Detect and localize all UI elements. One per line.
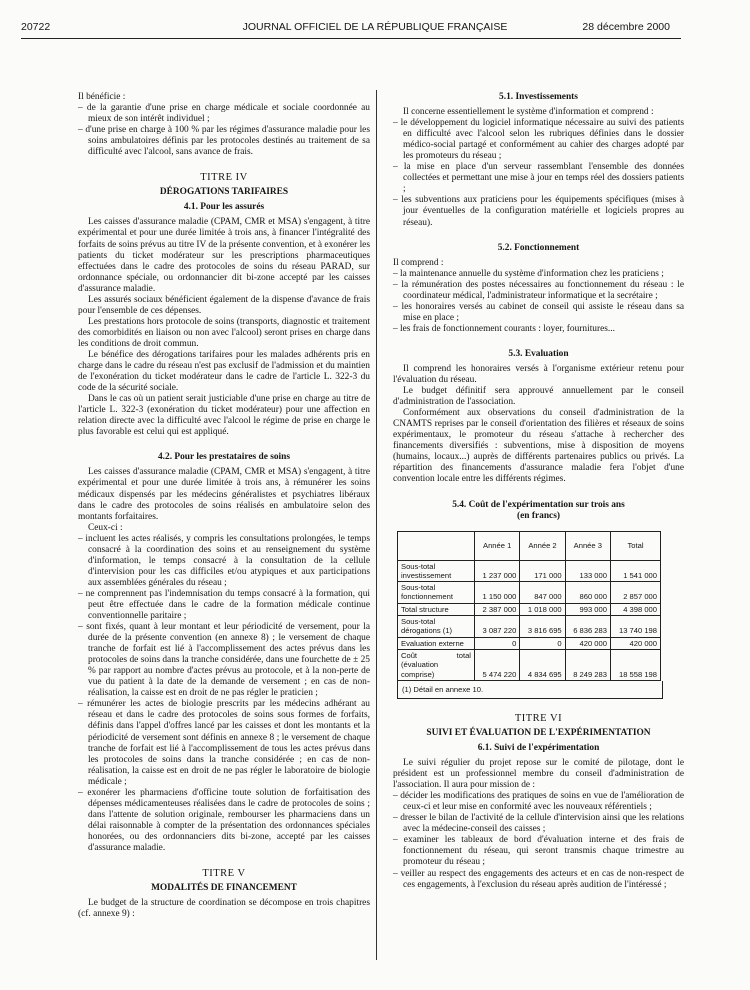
- table-cell: 171 000: [520, 560, 565, 582]
- table-cell: 3 816 695: [520, 616, 565, 638]
- table-cell: 18 558 198: [610, 649, 660, 680]
- list-item: – d'une prise en charge à 100 % par les régimes d'assurance maladie pour les soins ambulatoires définis par les protocoles destinés au traitement de sa difficulté avec l'alcool, sans avance de frais.: [78, 125, 370, 158]
- paragraph: Dans le cas où un patient serait justiciable d'une prise en charge au titre de l'article L. 322-3 (exonération du ticket modérateur) pour une affection en relation directe avec la difficulté avec l'alcool le régime de prise en charge le plus favorable est celui qui est appliqué.: [78, 394, 370, 438]
- section-5-4-heading: 5.4. Coût de l'expérimentation sur trois ans: [452, 499, 625, 510]
- list-item: – de la garantie d'une prise en charge médicale et sociale coordonnée au mieux de son intérêt individuel ;: [78, 103, 370, 125]
- list-item: – veiller au respect des engagements des acteurs et en cas de non-respect de ces engagements, à l'exclusion du réseau après audition de l'intéressé ;: [393, 868, 684, 890]
- table-row: [398, 560, 661, 582]
- table-cell: 1 237 000: [475, 560, 520, 582]
- table-cell: 5 474 220: [475, 649, 520, 680]
- section-5-2-heading: 5.2. Fonctionnement: [497, 242, 580, 253]
- table-cell: 2 387 000: [475, 603, 520, 615]
- table-cell: 4 398 000: [610, 603, 660, 615]
- journal-title: JOURNAL OFFICIEL DE LA RÉPUBLIQUE FRANÇAISE: [242, 21, 508, 33]
- section-6-1-heading: 6.1. Suivi de l'expérimentation: [477, 743, 600, 753]
- table-row: [398, 603, 661, 615]
- section-5-3-heading: 5.3. Evaluation: [508, 348, 569, 359]
- left-column: [78, 92, 370, 920]
- paragraph: Le budget définitif sera approuvé annuellement par le conseil d'administration de l'association.: [393, 386, 684, 408]
- table-cell: 4 834 695: [520, 649, 565, 680]
- list-item: – le développement du logiciel informatique nécessaire au suivi des patients en difficulté avec l'alcool selon les rubriques définies dans le dossier médico-social partagé et conformément au cahier des charges adopté par les promoteurs du réseau ;: [393, 118, 684, 162]
- titre-iv-heading: DÉROGATIONS TARIFAIRES: [159, 187, 289, 198]
- list-item: – dresser le bilan de l'activité de la cellule d'intervision ainsi que les relations avec la médecine-conseil des caisses ;: [393, 813, 684, 835]
- table-cell: 420 000: [565, 637, 610, 649]
- paragraph: Les caisses d'assurance maladie (CPAM, CMR et MSA) s'engagent, à titre expérimental et pour une durée limitée à trois ans, à rémunérer les soins médicaux dispensés par les médecins généralistes et psychiatres libéraux dans le cadre des protocoles de soins réalisés en ambulatoire selon des montants forfaitaires.: [78, 467, 370, 522]
- section-4-2-heading: 4.2. Pour les prestataires de soins: [157, 452, 291, 463]
- paragraph: Les assurés sociaux bénéficient également de la dispense d'avance de frais pour l'ensemble de ces dépenses.: [78, 294, 370, 316]
- header-rule: [21, 38, 681, 39]
- list-item: – la rémunération des postes nécessaires au fonctionnement du réseau : le coordinateur médical, l'administrateur informatique et la secrétaire ;: [393, 279, 684, 301]
- row-label: Sous-total fonctionnement: [398, 582, 475, 604]
- section-4-1-heading: 4.1. Pour les assurés: [183, 202, 265, 213]
- list-item: – examiner les tableaux de bord d'évaluation interne et des frais de fonctionnement du réseau, qui seront transmis chaque trimestre au promoteur du réseau ;: [393, 835, 684, 868]
- paragraph: Il comprend les honoraires versés à l'organisme extérieur retenu pour l'évaluation du réseau.: [393, 363, 684, 386]
- table-header-cell: Année 1: [475, 531, 520, 560]
- titre-vi: TITRE VI: [514, 712, 563, 724]
- table-cell: 2 857 000: [610, 582, 660, 604]
- table-cell: 1 150 000: [475, 582, 520, 604]
- table-header-row: [398, 531, 661, 560]
- paragraph: Ceux-ci :: [88, 522, 123, 533]
- table-header-cell: Année 3: [565, 531, 610, 560]
- list-item: – incluent les actes réalisés, y compris les consultations prolongées, le temps consacré à la coordination des soins et au renseignement du système d'information, le temps consacré à la consultation de la cellule d'intervision pour les cas difficiles et/ou atypiques et aux participations aux assemblées générales du réseau ;: [78, 533, 370, 588]
- issue-date: 28 décembre 2000: [582, 21, 670, 33]
- table-cell: 133 000: [565, 560, 610, 582]
- titre-vi-heading: SUIVI ET ÉVALUATION DE L'EXPÉRIMENTATION: [426, 727, 651, 738]
- paragraph: Les prestations hors protocole de soins (transports, diagnostic et traitement des comorbidités en liaison ou non avec l'alcool) seront prises en charge dans les conditions de droit commun.: [78, 316, 370, 349]
- row-label: Sous-total dérogations (1): [398, 616, 475, 638]
- paragraph: Le suivi régulier du projet repose sur le comité de pilotage, dont le président est un professionnel membre du conseil d'administration de l'association. Il aura pour mission de :: [393, 758, 684, 791]
- list-item: – exonérer les pharmaciens d'officine toute solution de forfaitisation des dépenses médicamenteuses réalisées dans le cadre de protocoles de soins ; dans l'attente de solution originale, rembourser les pharmaciens dans un délai raisonnable à compter de la présentation des ordonnances spéciales honorées, ou des ordonnanciers dits bi-zone, accepté par les caisses d'assurance maladie.: [78, 787, 370, 853]
- table-cell: 3 087 220: [475, 616, 520, 638]
- row-label: Evaluation externe: [398, 637, 475, 649]
- table-cell: 847 000: [520, 582, 565, 604]
- table-cell: 0: [520, 637, 565, 649]
- cost-table: [397, 531, 661, 681]
- list-item: – les honoraires versés au cabinet de conseil qui assiste le réseau dans sa mise en place ;: [393, 301, 684, 323]
- right-column: [393, 92, 684, 891]
- section-5-4-unit: (en francs): [517, 510, 560, 521]
- paragraph: Les caisses d'assurance maladie (CPAM, CMR et MSA) s'engagent, à titre expérimental et pour une durée limitée à trois ans, à financer l'intégralité des forfaits de soins prévus au titre IV de la présente convention, et à exonérer les patients du ticket modérateur sur les prescriptions pharmaceutiques effectuées dans le cadre des protocoles de soins du réseau PARAD, sur ordonnance spéciale, ou ordonnancier dit bi-zone accepté par les caisses d'assurance maladie.: [78, 217, 370, 294]
- titre-v: TITRE V: [202, 868, 246, 880]
- page-header: [0, 21, 750, 37]
- row-label: Coût total (évaluation comprise): [398, 649, 475, 680]
- list-item: – les frais de fonctionnement courants : loyer, fournitures...: [393, 323, 615, 334]
- table-cell: 860 000: [565, 582, 610, 604]
- section-5-1-heading: 5.1. Investissements: [499, 92, 578, 102]
- table-header-cell: Total: [610, 531, 660, 560]
- list-item: – ne comprennent pas l'indemnisation du temps consacré à la formation, qui peut être effectuée dans le cadre de la formation médicale continue conventionnelle paritaire ;: [78, 588, 370, 622]
- list-item: – la maintenance annuelle du système d'information chez les praticiens ;: [393, 268, 664, 279]
- paragraph: Le bénéfice des dérogations tarifaires pour les malades adhérents pris en charge dans le cadre du réseau n'est pas exclusif de l'admission et du maintien de l'exonération du ticket modérateur dans le cadre de l'article L. 322-3 du code de la sécurité sociale.: [78, 349, 370, 394]
- table-cell: 1 018 000: [520, 603, 565, 615]
- paragraph: Le budget de la structure de coordination se décompose en trois chapitres (cf. annexe 9) :: [78, 898, 370, 920]
- list-item: – rémunérer les actes de biologie prescrits par les médecins adhérant au réseau et dans le cadre des protocoles de soins sous formes de forfaits, définis dans l'appel d'offres lancé par les caisses et dont les montants et la périodicité de versement sont définis en annexe 8 ; le versement de chaque tranche de forfait est lié à l'accomplissement de tous les actes prévus dans les protocoles de soins dans la tranche considérée ; en cas de non-réalisation, la caisse est en droit de ne pas régler le laboratoire de biologie médicale ;: [78, 699, 370, 787]
- list-item: – sont fixés, quant à leur montant et leur périodicité de versement, pour la durée de la présente convention (en annexe 8) ; le versement de chaque tranche de forfait est lié à l'accomplissement des actes prévus dans les protocoles de soins dans la tranche considérée, dans une fourchette de ± 25 % par rapport au nombre d'actes prévus au protocole, et à la non-perte de vue du patient à la date de la demande de versement ; en cas de non-réalisation, la caisse est en droit de ne pas régler le praticien ;: [78, 622, 370, 699]
- table-header-cell: Année 2: [520, 531, 565, 560]
- row-label: Sous-total investissement: [398, 560, 475, 582]
- row-label: Total structure: [398, 603, 475, 615]
- paragraph: Il concerne essentiellement le système d'information et comprend :: [403, 107, 654, 118]
- table-row: [398, 637, 661, 649]
- table-row: [398, 649, 661, 680]
- list-item: – les subventions aux praticiens pour les équipements spécifiques (mises à jour éventuelles de la configuration matérielle et logiciels propres au réseau).: [393, 195, 684, 228]
- titre-v-heading: MODALITÉS DE FINANCEMENT: [151, 883, 297, 894]
- table-cell: 8 249 283: [565, 649, 610, 680]
- table-header-cell: [398, 531, 475, 560]
- table-row: [398, 582, 661, 604]
- table-cell: 13 740 198: [610, 616, 660, 638]
- table-cell: 6 836 283: [565, 616, 610, 638]
- table-cell: 993 000: [565, 603, 610, 615]
- paragraph: Il comprend :: [393, 257, 444, 268]
- column-divider: [376, 90, 377, 960]
- paragraph: Conformément aux observations du conseil d'administration de la CNAMTS reprises par le conseil d'orientation des filières et réseaux de soins expérimentaux, le promoteur du réseau s'attache à rechercher des financements diversifiés : subventions, mise à disposition de moyens (humains, locaux...) auprès de différents partenaires publics ou privés. La répartition des financements d'assurance maladie fera l'objet d'une convention locale entre les différents régimes.: [393, 408, 684, 485]
- table-footnote: (1) Détail en annexe 10.: [397, 681, 663, 699]
- list-item: – la mise en place d'un serveur rassemblant l'ensemble des données collectées et permettant une mise à jour en temps réel des dossiers patients ;: [393, 162, 684, 195]
- table-row: [398, 616, 661, 638]
- table-cell: 420 000: [610, 637, 660, 649]
- list-item: – décider les modifications des pratiques de soins en vue de l'amélioration de ceux-ci et leur mise en conformité avec les nouveaux référentiels ;: [393, 791, 684, 813]
- table-cell: 0: [475, 637, 520, 649]
- titre-iv: TITRE IV: [200, 172, 248, 184]
- intro-text: Il bénéficie :: [78, 92, 126, 102]
- page-number: 20722: [21, 21, 51, 33]
- table-cell: 1 541 000: [610, 560, 660, 582]
